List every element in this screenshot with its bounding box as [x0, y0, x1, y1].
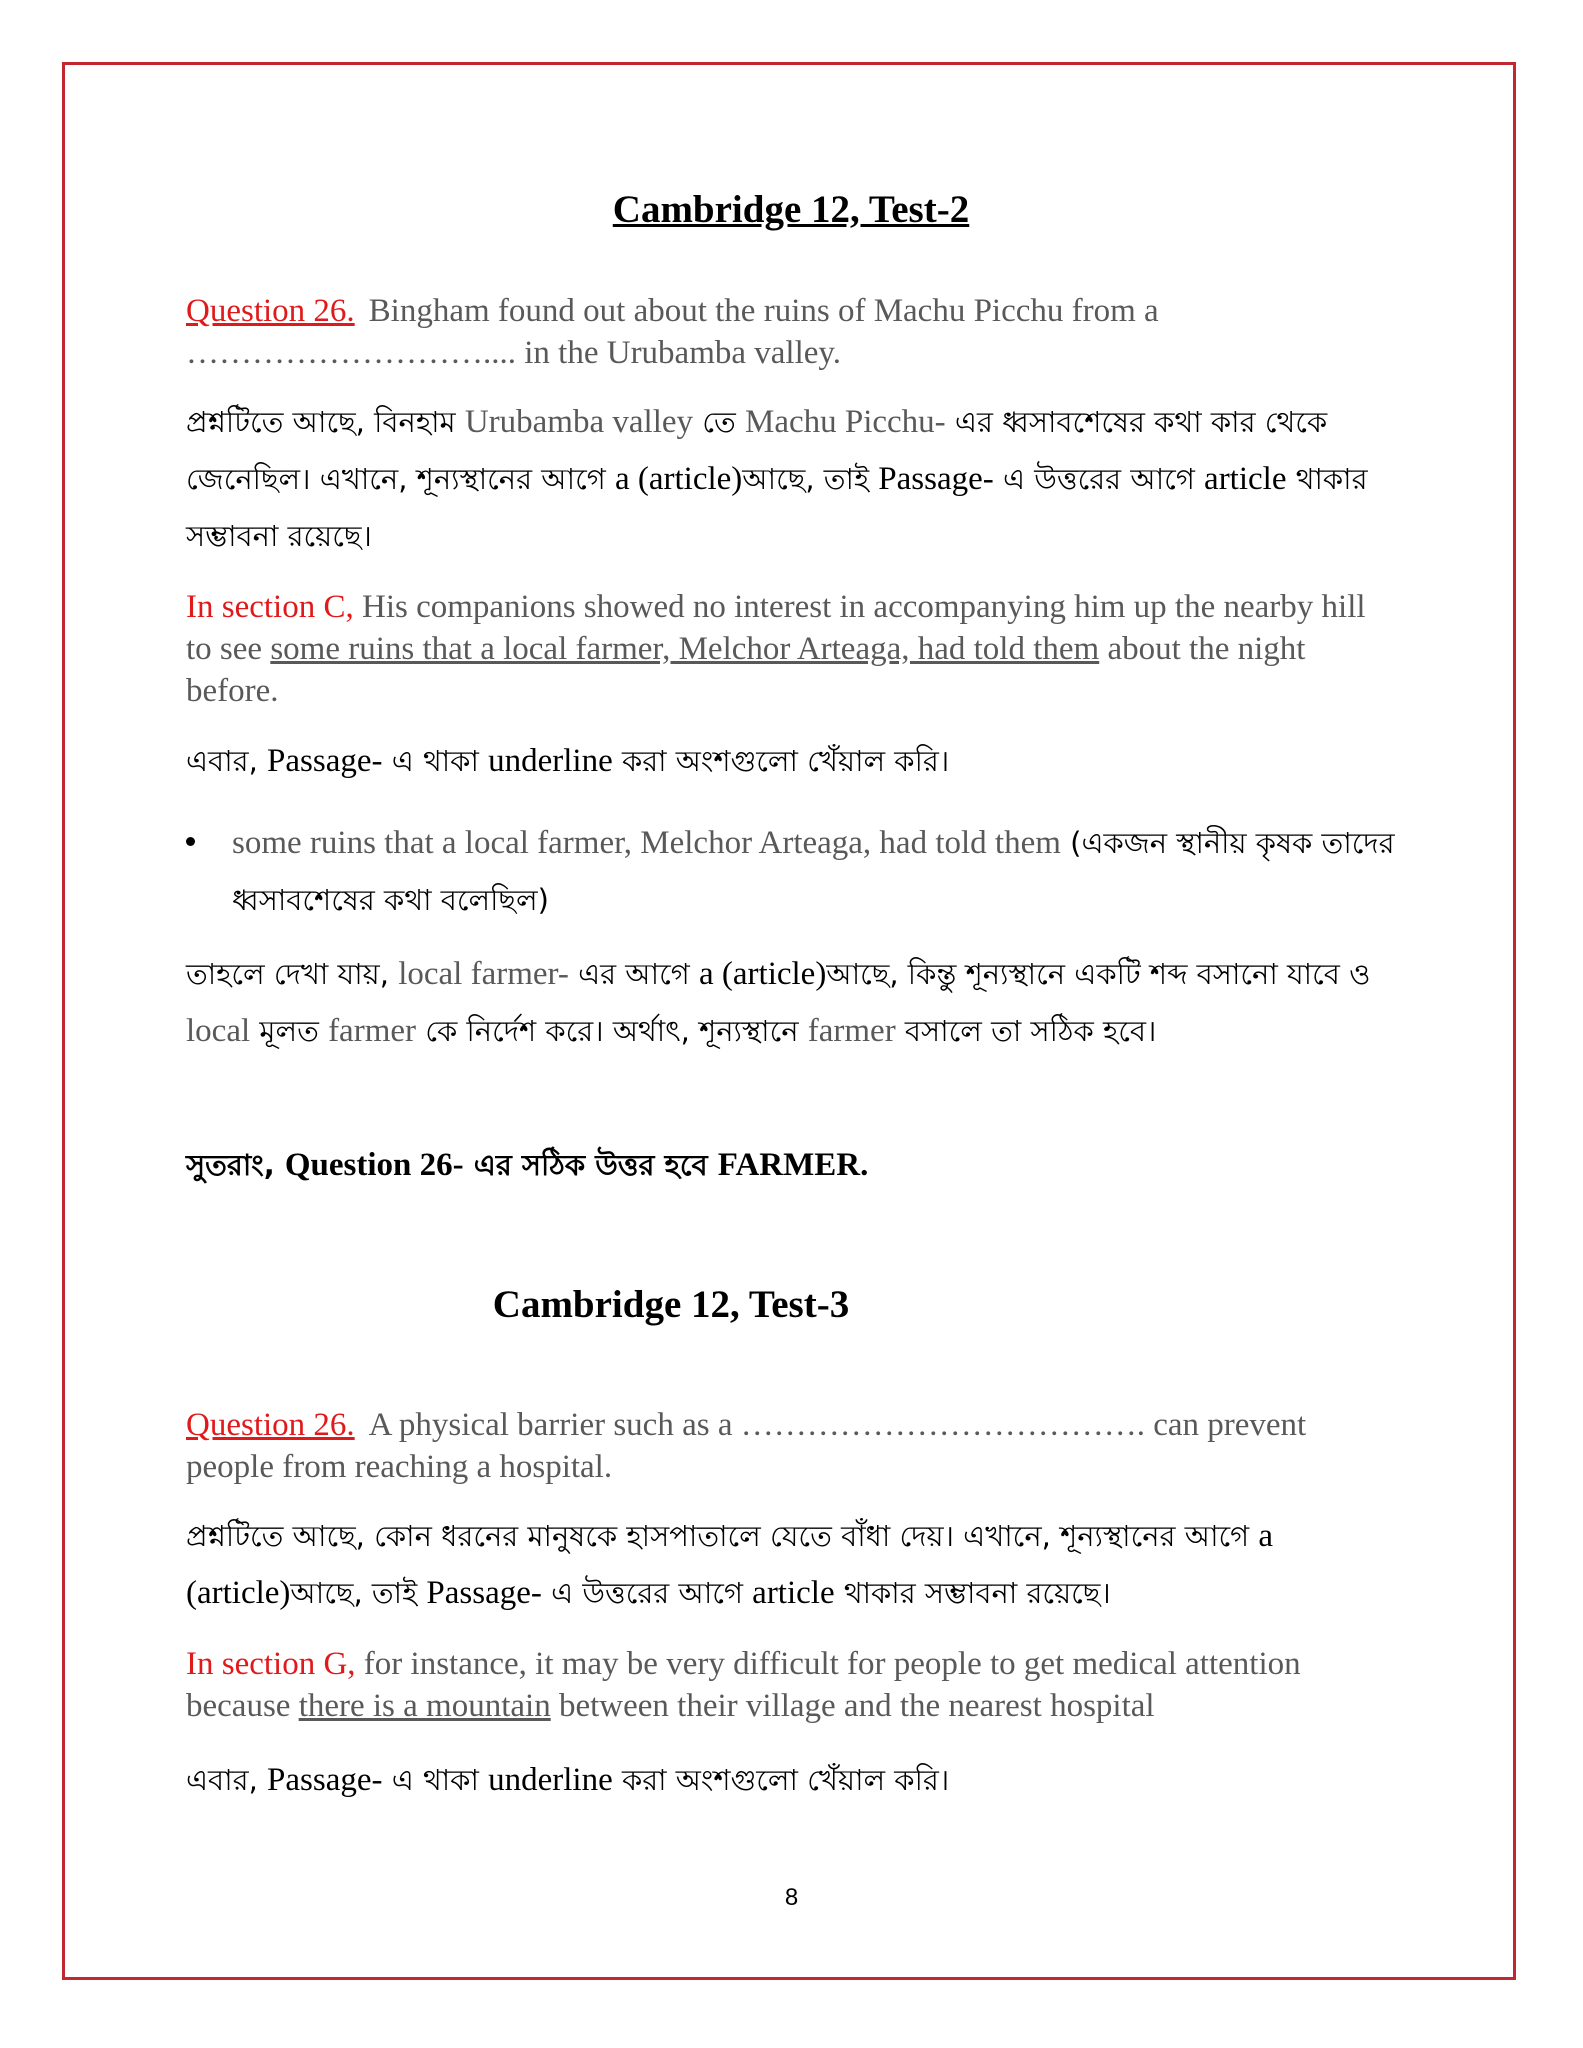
en-term: a (article)	[614, 461, 743, 497]
answer-text: FARMER	[717, 1147, 861, 1183]
test2-question	[186, 290, 1396, 374]
test2-question-label: Question 26.	[186, 293, 355, 329]
test2-section-excerpt	[186, 586, 1396, 712]
bn-text: এর সঠিক উত্তর হবে	[473, 1148, 708, 1182]
test3-question-text: A physical barrier such as a ………………………………. can prevent people from reaching a hospital.	[186, 1407, 1307, 1485]
test2-question-text: Bingham found out about the ruins of Machu Picchu from a ……………………….... in the Urubamba valley.	[186, 293, 1159, 371]
en-term: Urubamba valley	[464, 404, 694, 440]
en-term: Question 26-	[284, 1147, 464, 1183]
en-term: local farmer-	[398, 956, 569, 992]
en-term: farmer	[328, 1013, 416, 1049]
bullet-bn-text: (একজন স্থানীয় কৃষক তাদের ধ্বসাবশেষের কথা বলেছিল)	[232, 826, 1395, 917]
bn-text: আছে, কিন্তু শূন্যস্থানে একটি শব্দ বসানো যাবে ও	[826, 957, 1371, 991]
excerpt-text: about the night before.	[186, 631, 1306, 709]
bn-text: থাকার সম্ভাবনা রয়েছে।	[843, 1576, 1111, 1610]
bn-text: সুতরাং,	[186, 1148, 275, 1182]
bn-text: এর ধ্বসাবশেষের কথা কার থেকে জেনেছিল। এখানে, শূন্যস্থানের আগে	[186, 405, 1328, 496]
bn-text: মূলত	[259, 1014, 319, 1048]
test3-section-excerpt	[186, 1643, 1396, 1727]
test3-section-label: In section G,	[186, 1646, 356, 1682]
test2-analysis-1	[186, 394, 1396, 565]
bn-text: প্রশ্নটিতে আছে, কোন ধরনের মানুষকে হাসপাতালে যেতে বাঁধা দেয়। এখানে, শূন্যস্থানের আগে	[186, 1519, 1250, 1553]
en-term: Passage-	[426, 1575, 542, 1611]
en-term: a (article)	[186, 1518, 1274, 1611]
test2-heading: Cambridge 12, Test-2	[612, 188, 970, 231]
bn-text: আছে, তাই	[742, 462, 870, 496]
excerpt-underlined: there is a mountain	[298, 1688, 551, 1724]
bn-text: এর আগে	[578, 957, 690, 991]
bn-text: তাহলে দেখা যায়,	[186, 957, 389, 991]
bullet-icon	[186, 837, 195, 846]
en-term: local	[186, 1013, 251, 1049]
en-term: Passage-	[267, 1762, 383, 1798]
bn-text: করা অংশগুলো খেঁয়াল করি।	[621, 1763, 950, 1797]
bn-text: করা অংশগুলো খেঁয়াল করি।	[621, 744, 950, 778]
bn-text: আছে, তাই	[290, 1576, 418, 1610]
bullet-en-text: some ruins that a local farmer, Melchor Arteaga, had told them	[232, 825, 1061, 861]
excerpt-text: between their village and the nearest hospital	[558, 1688, 1155, 1724]
bn-text: তে	[702, 405, 736, 439]
bn-text: এ উত্তরের আগে	[1002, 462, 1195, 496]
en-term: Passage-	[267, 743, 383, 779]
en-term: a (article)	[699, 956, 827, 992]
bn-text: প্রশ্নটিতে আছে, বিনহাম	[186, 405, 456, 439]
test2-analysis-2	[186, 733, 1396, 790]
bn-text: কে নির্দেশ করে। অর্থাৎ, শূন্যস্থানে	[425, 1014, 799, 1048]
test3-analysis-2	[186, 1752, 1396, 1809]
bn-text: এ উত্তরের আগে	[551, 1576, 743, 1610]
bn-text: এবার,	[186, 1763, 258, 1797]
en-term: article	[752, 1575, 835, 1611]
en-term: Passage-	[878, 461, 994, 497]
bn-text: এ থাকা	[391, 744, 479, 778]
test2-conclusion	[186, 1137, 1396, 1194]
en-term: farmer	[807, 1013, 896, 1049]
bn-text: থাকার সম্ভাবনা রয়েছে।	[186, 462, 1368, 553]
period: .	[860, 1147, 869, 1183]
bn-text: এ থাকা	[391, 1763, 479, 1797]
test3-analysis-1	[186, 1508, 1396, 1622]
excerpt-text: for instance, it may be very difficult for people to get medical attention because	[186, 1646, 1301, 1724]
en-term: Machu Picchu-	[744, 404, 946, 440]
excerpt-text: His companions showed no interest in accompanying him up the nearby hill to see	[186, 589, 1366, 667]
excerpt-underlined: some ruins that a local farmer, Melchor Arteaga, had told them	[270, 631, 1100, 667]
page-number: 8	[784, 1884, 799, 1911]
test2-analysis-3	[186, 946, 1396, 1060]
bn-text: এবার,	[186, 744, 258, 778]
en-term: underline	[488, 1762, 613, 1798]
test3-question	[186, 1404, 1396, 1488]
test3-question-label: Question 26.	[186, 1407, 355, 1443]
en-term: article	[1204, 461, 1287, 497]
test3-heading: Cambridge 12, Test-3	[492, 1283, 850, 1326]
test2-bullet-item	[186, 815, 1442, 929]
en-term: underline	[488, 743, 613, 779]
bn-text: বসালে তা সঠিক হবে।	[904, 1014, 1157, 1048]
test2-section-label: In section C,	[186, 589, 354, 625]
